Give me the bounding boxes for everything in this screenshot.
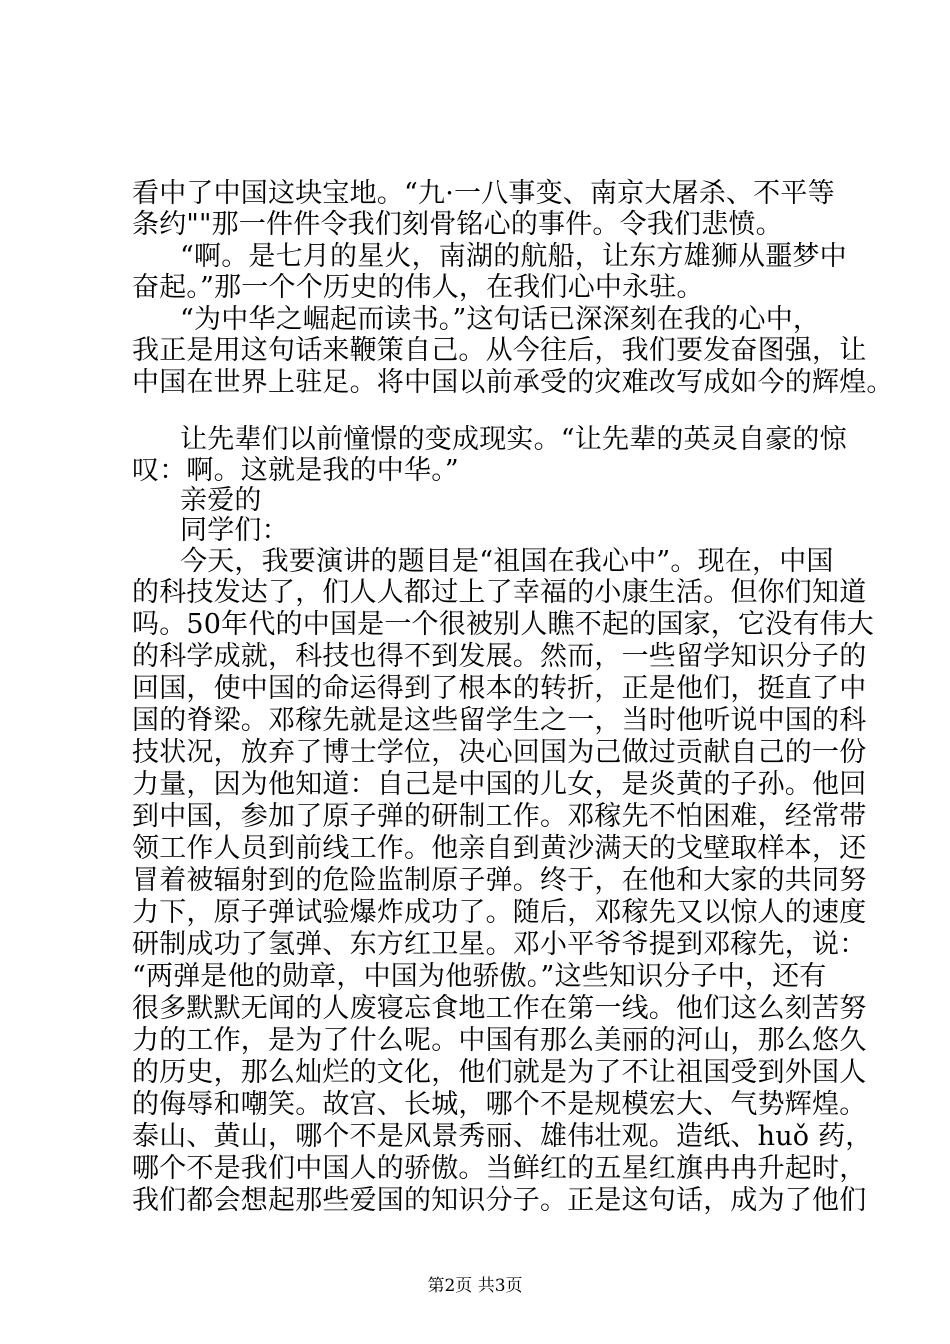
text-line: 国的脊梁。邓稼先就是这些留学生之一，当时他听说中国的科 <box>132 705 867 736</box>
text-line: 的科技发达了，们人人都过上了幸福的小康生活。但你们知道 <box>132 577 867 608</box>
text-line: 哪个不是我们中国人的骄傲。当鲜红的五星红旗冉冉升起时， <box>132 1153 867 1184</box>
text-line: 的历史，那么灿烂的文化，他们就是为了不让祖国受到外国人 <box>132 1057 867 1088</box>
text-line: 亲爱的 <box>180 485 262 516</box>
text-line: 同学们： <box>180 515 289 546</box>
text-line: 力量，因为他知道：自己是中国的儿女，是炎黄的子孙。他回 <box>132 769 867 800</box>
text-line: 冒着被辐射到的危险监制原子弹。终于，在他和大家的共同努 <box>132 865 867 896</box>
text-line: 我正是用这句话来鞭策自己。从今往后，我们要发奋图强，让 <box>132 335 867 366</box>
text-line: 的侮辱和嘲笑。故宫、长城，哪个不是规模宏大、气势辉煌。 <box>132 1089 867 1120</box>
text-line: 吗。50年代的中国是一个很被别人瞧不起的国家，它没有伟大 <box>132 609 874 640</box>
text-line: 奋起。”那一个个历史的伟人，在我们心中永驻。 <box>132 272 704 303</box>
text-line: 今天，我要演讲的题目是“祖国在我心中”。现在，中国 <box>180 546 834 577</box>
text-line: 中国在世界上驻足。将中国以前承受的灾难改写成如今的辉煌。 <box>132 367 894 398</box>
text-line: “两弹是他的勋章，中国为他骄傲。”这些知识分子中，还有 <box>132 961 827 992</box>
text-line: 看中了中国这块宝地。“九·一八事变、南京大屠杀、不平等 <box>132 178 835 209</box>
text-line: 叹：啊。这就是我的中华。” <box>132 455 459 486</box>
text-line: 很多默默无闻的人废寝忘食地工作在第一线。他们这么刻苦努 <box>132 993 867 1024</box>
page-number-footer: 第2页 共3页 <box>427 1276 523 1296</box>
text-line: 让先辈们以前憧憬的变成现实。“让先辈的英灵自豪的惊 <box>180 424 847 455</box>
text-line: 力的工作，是为了什么呢。中国有那么美丽的河山，那么悠久 <box>132 1025 867 1056</box>
text-line: “啊。是七月的星火，南湖的航船，让东方雄狮从噩梦中 <box>180 241 847 272</box>
text-line: 回国，使中国的命运得到了根本的转折，正是他们，挺直了中 <box>132 673 867 704</box>
text-line: 泰山、黄山，哪个不是风景秀丽、雄伟壮观。造纸、huǒ 药， <box>132 1121 873 1152</box>
text-line: 力下，原子弹试验爆炸成功了。随后，邓稼先又以惊人的速度 <box>132 897 867 928</box>
text-line: 技状况，放弃了博士学位，决心回国为己做过贡献自己的一份 <box>132 737 867 768</box>
text-line: 到中国，参加了原子弹的研制工作。邓稼先不怕困难，经常带 <box>132 801 867 832</box>
text-line: 条约""那一件件令我们刻骨铭心的事件。令我们悲愤。 <box>132 209 783 240</box>
text-line: 领工作人员到前线工作。他亲自到黄沙满天的戈壁取样本，还 <box>132 833 867 864</box>
text-line: 的科学成就，科技也得不到发展。然而，一些留学知识分子的 <box>132 641 867 672</box>
text-line: 我们都会想起那些爱国的知识分子。正是这句话，成为了他们 <box>132 1185 867 1216</box>
text-line: “为中华之崛起而读书。”这句话已深深刻在我的心中， <box>180 304 821 335</box>
text-line: 研制成功了氢弹、东方红卫星。邓小平爷爷提到邓稼先，说： <box>132 929 867 960</box>
